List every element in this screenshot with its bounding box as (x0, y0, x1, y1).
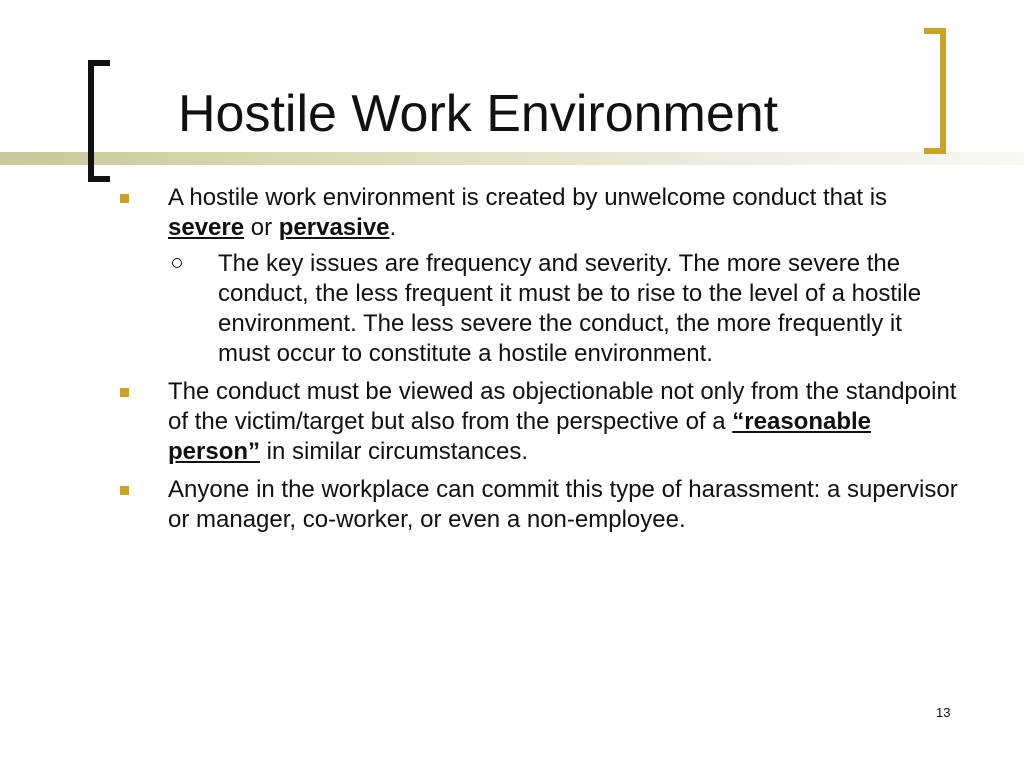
bullet-text: The conduct must be viewed as objectionable not only from the standpoint of the victim/target but also from the perspective of a (168, 378, 957, 435)
emphasis-severe: severe (168, 214, 245, 241)
sub-bullet-item (120, 249, 960, 369)
bullet-text: or (244, 214, 279, 241)
slide-content (120, 183, 960, 543)
page-number: 13 (936, 705, 951, 720)
right-bracket-decoration (924, 28, 946, 154)
left-bracket-decoration (88, 60, 110, 182)
sub-bullet-text: The key issues are frequency and severity. The more severe the conduct, the less frequent it must be to rise to the level of a hostile environment. The less severe the conduct, the more frequently it must occur to constitute a hostile environment. (218, 250, 922, 367)
bullet-text: Anyone in the workplace can commit this type of harassment: a supervisor or manager, co-worker, or even a non-employee. (168, 476, 958, 533)
bullet-text: . (389, 214, 397, 241)
emphasis-reasonable-person: “reasonable person” (168, 408, 872, 465)
bullet-item (120, 475, 960, 535)
slide-title: Hostile Work Environment (178, 85, 779, 143)
emphasis-pervasive: pervasive (278, 214, 390, 241)
bullet-text: A hostile work environment is created by unwelcome conduct that is (168, 184, 888, 211)
bullet-item (120, 183, 960, 243)
bullet-text: in similar circumstances. (260, 438, 529, 465)
bullet-item (120, 377, 960, 467)
circle-bullet-icon (172, 258, 182, 268)
square-bullet-icon (120, 388, 129, 397)
square-bullet-icon (120, 486, 129, 495)
title-underline-bar (0, 152, 1024, 165)
square-bullet-icon (120, 194, 129, 203)
